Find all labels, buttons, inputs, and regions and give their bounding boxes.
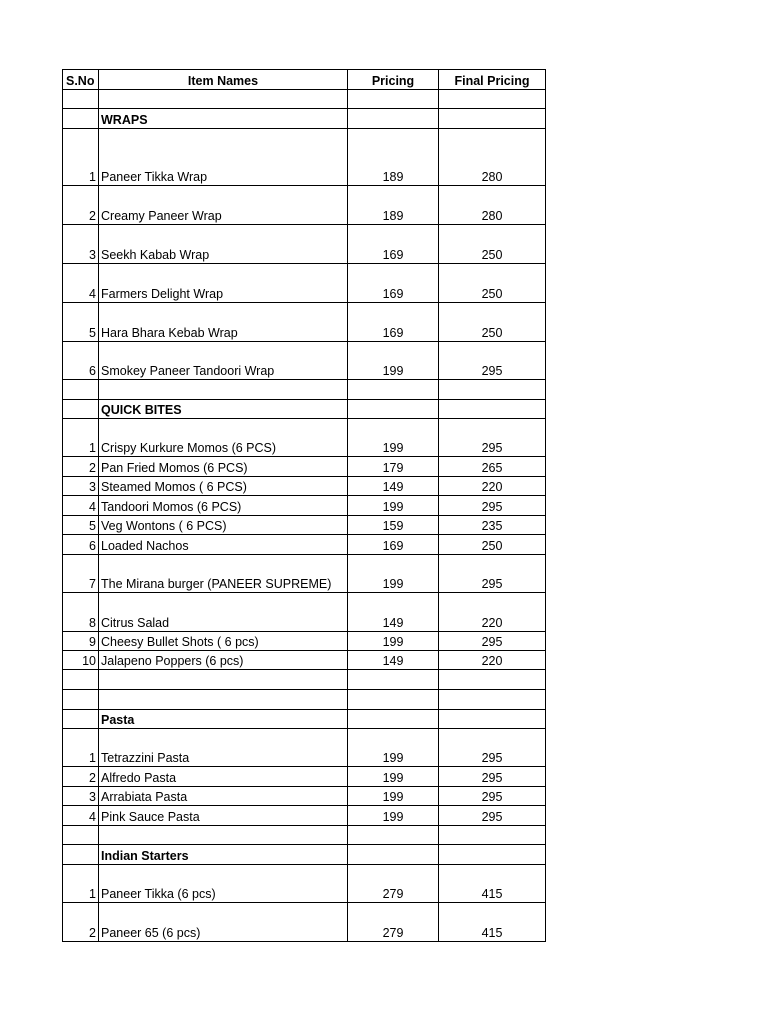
cell-sno: 1 — [63, 129, 99, 186]
cell-sno: 9 — [63, 632, 99, 651]
cell-sno: 3 — [63, 787, 99, 806]
cell-item-name: Creamy Paneer Wrap — [99, 186, 348, 225]
blank-row — [63, 826, 546, 845]
cell-sno: 5 — [63, 516, 99, 535]
cell-item-name: Arrabiata Pasta — [99, 787, 348, 806]
cell-item-name: Paneer Tikka (6 pcs) — [99, 865, 348, 903]
cell-item-name: Veg Wontons ( 6 PCS) — [99, 516, 348, 535]
section-header-row — [63, 400, 546, 419]
cell-item-name: Tetrazzini Pasta — [99, 729, 348, 767]
cell-pricing: 199 — [348, 729, 439, 767]
cell-pricing: 199 — [348, 806, 439, 826]
cell-sno: 4 — [63, 806, 99, 826]
cell-pricing: 279 — [348, 865, 439, 903]
cell-item-name — [99, 826, 348, 845]
cell-item-name: Seekh Kabab Wrap — [99, 225, 348, 264]
cell-item-name: Jalapeno Poppers (6 pcs) — [99, 651, 348, 670]
cell-sno: 2 — [63, 186, 99, 225]
cell-final-pricing: 235 — [439, 516, 546, 535]
cell-sno — [63, 400, 99, 419]
cell-pricing: 199 — [348, 632, 439, 651]
cell-final-pricing — [439, 109, 546, 129]
section-header-row — [63, 710, 546, 729]
blank-row — [63, 90, 546, 109]
table-row — [63, 419, 546, 457]
section-header-row — [63, 109, 546, 129]
cell-final-pricing: 250 — [439, 264, 546, 303]
cell-final-pricing: 295 — [439, 555, 546, 593]
cell-pricing: 169 — [348, 225, 439, 264]
table-row — [63, 516, 546, 535]
cell-sno — [63, 845, 99, 865]
header-sno: S.No — [63, 70, 99, 90]
cell-item-name — [99, 690, 348, 710]
cell-sno — [63, 90, 99, 109]
cell-sno: 4 — [63, 264, 99, 303]
cell-sno: 10 — [63, 651, 99, 670]
cell-final-pricing: 220 — [439, 593, 546, 632]
section-title: WRAPS — [99, 109, 348, 129]
cell-final-pricing: 295 — [439, 496, 546, 516]
cell-item-name: Crispy Kurkure Momos (6 PCS) — [99, 419, 348, 457]
cell-sno: 2 — [63, 903, 99, 942]
cell-item-name: Cheesy Bullet Shots ( 6 pcs) — [99, 632, 348, 651]
cell-pricing — [348, 400, 439, 419]
cell-sno — [63, 670, 99, 690]
cell-pricing: 189 — [348, 186, 439, 225]
cell-item-name: Farmers Delight Wrap — [99, 264, 348, 303]
cell-sno: 3 — [63, 477, 99, 496]
cell-sno: 6 — [63, 342, 99, 380]
cell-pricing: 279 — [348, 903, 439, 942]
table-row — [63, 496, 546, 516]
cell-item-name — [99, 90, 348, 109]
cell-item-name: Loaded Nachos — [99, 535, 348, 555]
cell-sno: 7 — [63, 555, 99, 593]
table-row — [63, 593, 546, 632]
cell-final-pricing: 295 — [439, 787, 546, 806]
table-row — [63, 264, 546, 303]
cell-item-name: Paneer Tikka Wrap — [99, 129, 348, 186]
cell-final-pricing — [439, 400, 546, 419]
cell-final-pricing — [439, 690, 546, 710]
cell-final-pricing: 280 — [439, 186, 546, 225]
table-row — [63, 632, 546, 651]
cell-item-name: Citrus Salad — [99, 593, 348, 632]
cell-item-name: Paneer 65 (6 pcs) — [99, 903, 348, 942]
cell-final-pricing — [439, 670, 546, 690]
table-row — [63, 729, 546, 767]
section-title: QUICK BITES — [99, 400, 348, 419]
blank-row — [63, 670, 546, 690]
cell-sno — [63, 690, 99, 710]
cell-final-pricing: 250 — [439, 535, 546, 555]
cell-sno: 2 — [63, 457, 99, 477]
cell-pricing: 149 — [348, 593, 439, 632]
cell-pricing: 149 — [348, 477, 439, 496]
cell-item-name: Steamed Momos ( 6 PCS) — [99, 477, 348, 496]
header-pricing: Pricing — [348, 70, 439, 90]
cell-sno: 5 — [63, 303, 99, 342]
cell-pricing: 199 — [348, 496, 439, 516]
cell-sno — [63, 380, 99, 400]
table-row — [63, 767, 546, 787]
table-row — [63, 535, 546, 555]
cell-pricing: 169 — [348, 535, 439, 555]
header-item-names: Item Names — [99, 70, 348, 90]
cell-item-name — [99, 670, 348, 690]
cell-final-pricing — [439, 845, 546, 865]
cell-item-name: Hara Bhara Kebab Wrap — [99, 303, 348, 342]
table-row — [63, 903, 546, 942]
cell-final-pricing: 295 — [439, 806, 546, 826]
cell-sno: 8 — [63, 593, 99, 632]
cell-pricing: 179 — [348, 457, 439, 477]
cell-pricing — [348, 826, 439, 845]
cell-pricing: 199 — [348, 787, 439, 806]
header-final-pricing: Final Pricing — [439, 70, 546, 90]
cell-final-pricing: 250 — [439, 225, 546, 264]
table-row — [63, 651, 546, 670]
cell-final-pricing — [439, 710, 546, 729]
cell-final-pricing — [439, 90, 546, 109]
table-row — [63, 457, 546, 477]
cell-pricing: 199 — [348, 419, 439, 457]
table-row — [63, 225, 546, 264]
cell-item-name: Alfredo Pasta — [99, 767, 348, 787]
cell-pricing — [348, 109, 439, 129]
cell-final-pricing: 415 — [439, 865, 546, 903]
menu-table-body — [63, 70, 546, 942]
cell-pricing: 189 — [348, 129, 439, 186]
cell-pricing: 199 — [348, 555, 439, 593]
cell-sno: 4 — [63, 496, 99, 516]
table-row — [63, 303, 546, 342]
cell-pricing — [348, 710, 439, 729]
cell-final-pricing: 280 — [439, 129, 546, 186]
cell-pricing: 199 — [348, 767, 439, 787]
blank-row — [63, 690, 546, 710]
cell-item-name: Pan Fried Momos (6 PCS) — [99, 457, 348, 477]
cell-sno: 6 — [63, 535, 99, 555]
cell-final-pricing: 295 — [439, 632, 546, 651]
section-title: Pasta — [99, 710, 348, 729]
table-row — [63, 787, 546, 806]
cell-final-pricing — [439, 380, 546, 400]
cell-pricing: 169 — [348, 303, 439, 342]
table-row — [63, 806, 546, 826]
blank-row — [63, 380, 546, 400]
cell-sno: 2 — [63, 767, 99, 787]
cell-final-pricing: 250 — [439, 303, 546, 342]
cell-pricing — [348, 670, 439, 690]
section-title: Indian Starters — [99, 845, 348, 865]
cell-final-pricing: 220 — [439, 477, 546, 496]
cell-final-pricing: 295 — [439, 767, 546, 787]
cell-pricing: 149 — [348, 651, 439, 670]
cell-sno: 3 — [63, 225, 99, 264]
cell-pricing — [348, 90, 439, 109]
cell-final-pricing: 265 — [439, 457, 546, 477]
cell-item-name: Pink Sauce Pasta — [99, 806, 348, 826]
table-row — [63, 342, 546, 380]
cell-item-name: The Mirana burger (PANEER SUPREME) — [99, 555, 348, 593]
cell-sno — [63, 710, 99, 729]
cell-sno: 1 — [63, 865, 99, 903]
table-row — [63, 865, 546, 903]
menu-price-table — [62, 69, 546, 942]
section-header-row — [63, 845, 546, 865]
cell-final-pricing: 295 — [439, 419, 546, 457]
cell-sno: 1 — [63, 419, 99, 457]
cell-item-name: Tandoori Momos (6 PCS) — [99, 496, 348, 516]
cell-pricing — [348, 380, 439, 400]
table-row — [63, 477, 546, 496]
cell-final-pricing — [439, 826, 546, 845]
cell-item-name: Smokey Paneer Tandoori Wrap — [99, 342, 348, 380]
cell-sno: 1 — [63, 729, 99, 767]
cell-pricing — [348, 845, 439, 865]
cell-item-name — [99, 380, 348, 400]
header-row — [63, 70, 546, 90]
cell-sno — [63, 109, 99, 129]
cell-pricing: 169 — [348, 264, 439, 303]
price-sheet — [62, 69, 546, 942]
cell-pricing: 199 — [348, 342, 439, 380]
cell-final-pricing: 295 — [439, 729, 546, 767]
cell-pricing — [348, 690, 439, 710]
cell-final-pricing: 220 — [439, 651, 546, 670]
table-row — [63, 129, 546, 186]
table-row — [63, 186, 546, 225]
cell-final-pricing: 295 — [439, 342, 546, 380]
cell-final-pricing: 415 — [439, 903, 546, 942]
cell-sno — [63, 826, 99, 845]
table-row — [63, 555, 546, 593]
cell-pricing: 159 — [348, 516, 439, 535]
